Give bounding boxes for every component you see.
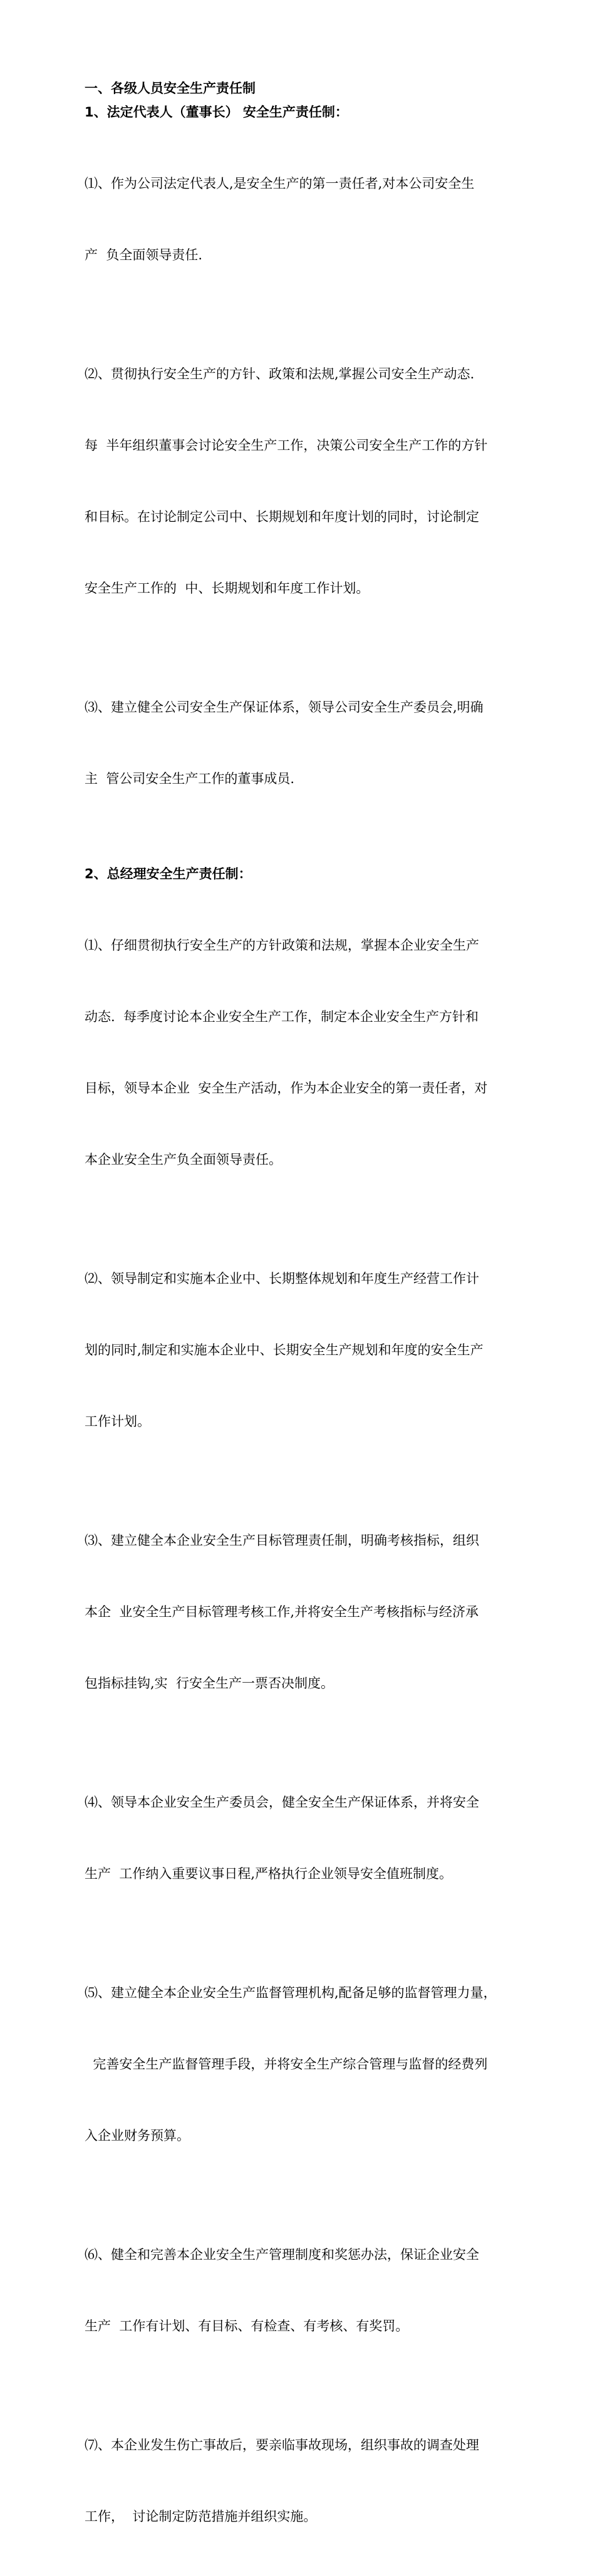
paragraph-line: 划的同时,制定和实施本企业中、长期安全生产规划和年度的安全生产 [85,1343,484,1358]
paragraph-line: 动态. 每季度讨论本企业安全生产工作，制定本企业安全生产方针和 [85,1009,479,1024]
paragraph-line: 工作计划。 [85,1414,150,1429]
paragraph-line: ⑷、领导本企业安全生产委员会，健全安全生产保证体系，并将安全 [85,1795,479,1810]
paragraph-line: ⑴、仔细贯彻执行安全生产的方针政策和法规，掌握本企业安全生产 [85,938,479,953]
paragraph-line: ⑴、作为公司法定代表人,是安全生产的第一责任者,对本公司安全生 [85,176,475,191]
section1-item-3 [85,648,523,838]
paragraph-line: ⑶、建立健全本企业安全生产目标管理责任制，明确考核指标，组织 [85,1533,479,1548]
paragraph-line: 本企 业安全生产目标管理考核工作,并将安全生产考核指标与经济承 [85,1604,479,1619]
section2-item-6 [85,2195,523,2386]
paragraph-line: ⑸、建立健全本企业安全生产监督管理机构,配备足够的监督管理力量， [85,1985,497,2000]
section1-heading: 1、法定代表人（董事长） 安全生产责任制： [85,105,348,120]
section1-item-1 [85,124,523,314]
section2-item-7 [85,2386,523,2576]
paragraph-line: 安全生产工作的 中、长期规划和年度工作计划。 [85,581,370,596]
paragraph-line: 本企业安全生产负全面领导责任。 [85,1152,282,1167]
paragraph-line: ⑶、建立健全公司安全生产保证体系，领导公司安全生产委员会,明确 [85,700,484,715]
section1-item-2 [85,314,523,648]
section2-item-4 [85,1743,523,1933]
section2-item-1 [85,886,523,1219]
paragraph-line: ⑹、健全和完善本企业安全生产管理制度和奖惩办法，保证企业安全 [85,2247,479,2262]
paragraph-line: 生产 工作纳入重要议事日程,严格执行企业领导安全值班制度。 [85,1866,453,1881]
section2-item-3 [85,1481,523,1743]
paragraph-line: 产 负全面领导责任. [85,247,203,262]
document-page [85,76,523,2576]
paragraph-line: 目标，领导本企业 安全生产活动，作为本企业安全的第一责任者，对 [85,1081,488,1096]
paragraph-line: ⑵、贯彻执行安全生产的方针、政策和法规,掌握公司安全生产动态. [85,366,475,382]
paragraph-line: 和目标。在讨论制定公司中、长期规划和年度计划的同时，讨论制定 [85,509,479,524]
paragraph-line: 入企业财务预算。 [85,2128,190,2143]
paragraph-line: 主 管公司安全生产工作的董事成员. [85,771,295,786]
paragraph-line: ⑺、本企业发生伤亡事故后，要亲临事故现场，组织事故的调查处理 [85,2438,479,2453]
paragraph-line: 工作， 讨论制定防范措施并组织实施。 [85,2509,317,2524]
paragraph-line: 生产 工作有计划、有目标、有检查、有考核、有奖罚。 [85,2319,409,2334]
main-title: 一、各级人员安全生产责任制 [85,81,256,96]
paragraph-line: 包指标挂钩,实 行安全生产一票否决制度。 [85,1676,334,1691]
paragraph-line: 完善安全生产监督管理手段，并将安全生产综合管理与监督的经费列 [85,2057,488,2072]
section2-item-5 [85,1933,523,2195]
paragraph-line: 每 半年组织董事会讨论安全生产工作，决策公司安全生产工作的方针 [85,438,488,453]
paragraph-line: ⑵、领导制定和实施本企业中、长期整体规划和年度生产经营工作计 [85,1271,479,1286]
section2-item-2 [85,1219,523,1481]
section-spacer [85,838,523,862]
section2-heading: 2、总经理安全生产责任制： [85,866,252,881]
